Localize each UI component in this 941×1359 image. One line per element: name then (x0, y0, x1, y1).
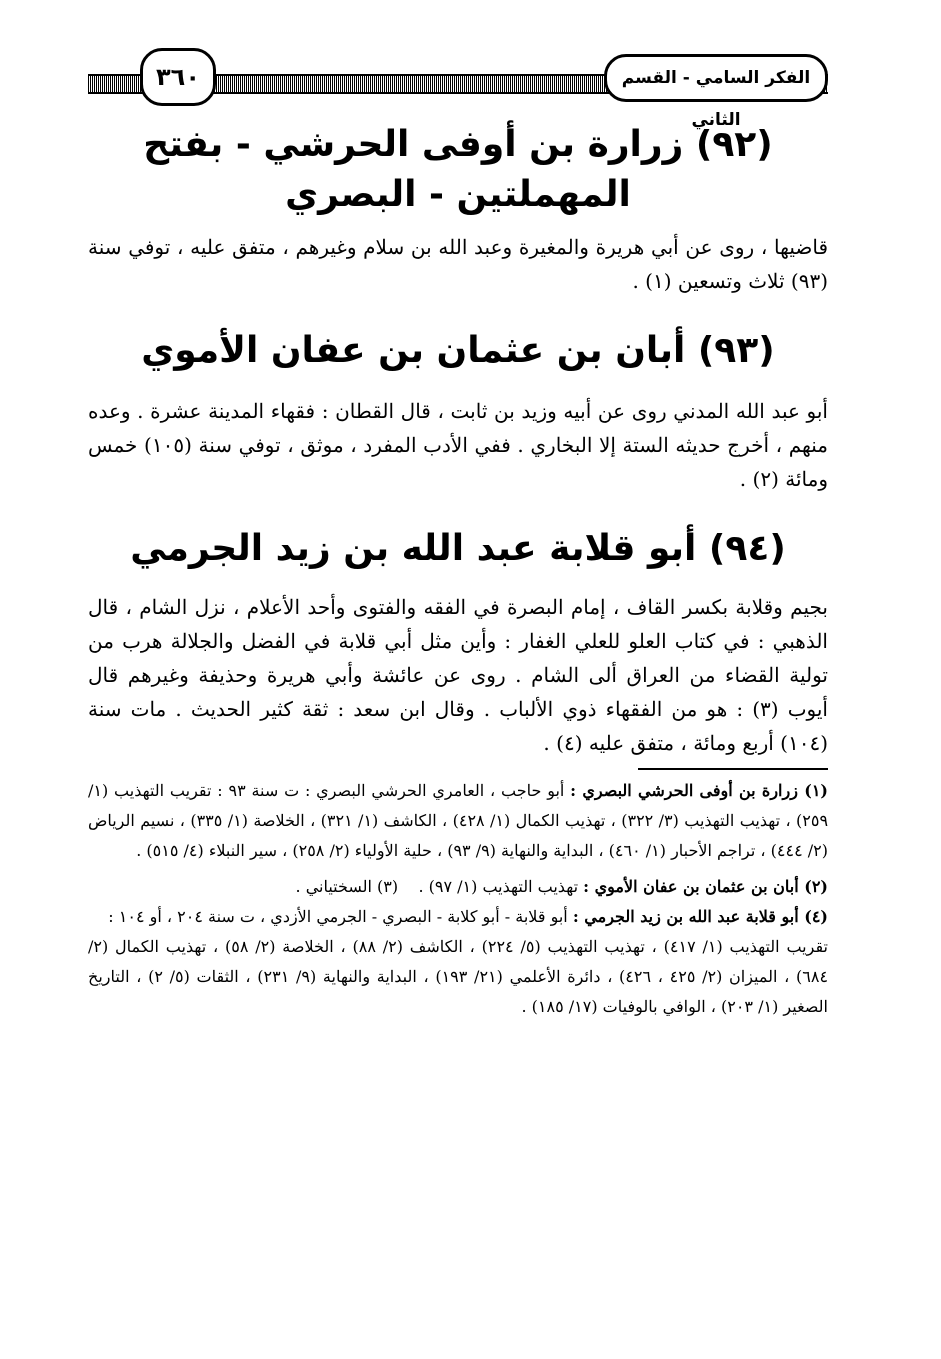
footnote-3-text: (٣) السختياني . (295, 877, 399, 896)
footnote-1-text: أبو حاجب ، العامري الحرشي البصري : ت سنة ٩٣ : تقريب التهذيب (١/ ٢٥٩) ، تهذيب التهذيب (٣/ ٣٢٢) ، تهذيب الكمال (١/ ٤٢٨) ، الكاشف (١/ ٣٢١) ، الخلاصة (١/ ٣٣٥) ، نسيم الرياض (٢/ ٤٤٤) ، تراجم الأحبار (١/ ٤٦٠) ، البداية والنهاية (٩/ ٩٣) ، حلية الأولياء (٢/ ٢٥٨) ، سير النبلاء (٤/ ٥١٥) . (88, 781, 829, 860)
page-number: ٣٦٠ (140, 48, 216, 106)
page-header (88, 40, 828, 130)
footnote-1 (88, 776, 828, 866)
entry-92-text: قاضيها ، روى عن أبي هريرة والمغيرة وعبد الله بن سلام وغيرهم ، متفق عليه ، توفي سنة (٩٣) ثلاث وتسعين (١) . (88, 235, 828, 293)
footnote-1-head: (١) زرارة بن أوفى الحرشي البصري : (570, 781, 828, 800)
footnote-4 (88, 902, 828, 932)
footnote-rule (638, 768, 828, 770)
book-title: الفكر السامي - القسم الثاني (604, 54, 828, 102)
page-body (88, 120, 828, 1022)
footnote-2-3 (88, 872, 828, 902)
entry-93-text: أبو عبد الله المدني روى عن أبيه وزيد بن ثابت ، قال القطان : فقهاء المدينة عشرة . وعده منهم ، أخرج حديثه الستة إلا البخاري . ففي الأدب المفرد ، موثق ، توفي سنة (١٠٥) خمس ومائة (٢) . (88, 399, 828, 491)
entry-94-text: بجيم وقلابة بكسر القاف ، إمام البصرة في الفقه والفتوى وأحد الأعلام ، نزل الشام ، قال الذهبي : في كتاب العلو للعلي الغفار : وأين مثل أبي قلابة في الفضل والجلالة هرب من تولية القضاء من العراق ألى الشام . روى عن عائشة وأبي هريرة وحذيفة وغيرهم قال أيوب (٣) : هو من الفقهاء ذوي الألباب . وقال ابن سعد : ثقة كثير الحديث . مات سنة (١٠٤) أربع ومائة ، متفق عليه (٤) . (88, 595, 828, 755)
footnote-4-refs: تقريب التهذيب (١/ ٤١٧) ، تهذيب التهذيب (٥/ ٢٢٤) ، الكاشف (٢/ ٨٨) ، الخلاصة (٢/ ٥٨) ، تهذيب الكمال (٢/ ٦٨٤) ، الميزان (٢/ ٤٢٥ ، ٤٢٦) ، دائرة الأعلمي (٢١/ ١٩٣) ، البداية والنهاية (٩/ ٢٣١) ، الثقات (٥/ ٢) ، التاريخ الصغير (١/ ٢٠٣) ، الوافي بالوفيات (١٧/ ١٨٥) . (88, 937, 829, 1016)
footnote-separator (88, 760, 828, 776)
entry-94-title: (٩٤) أبو قلابة عبد الله بن زيد الجرمي (130, 528, 786, 569)
entry-93-title: (٩٣) أبان بن عثمان بن عفان الأموي (141, 330, 775, 371)
footnote-4-text: أبو قلابة - أبو كلابة - البصري - الجرمي الأزدي ، ت سنة ٢٠٤ ، أو ١٠٤ : (108, 907, 568, 926)
footnote-4-head: (٤) أبو قلابة عبد الله بن زيد الجرمي : (572, 907, 828, 926)
footnote-2-text: تهذيب التهذيب (١/ ٩٧) . (418, 877, 579, 896)
entry-92-title: (٩٢) زرارة بن أوفى الحرشي - بفتح المهملتين - البصري (143, 124, 773, 215)
footnote-2-head: (٢) أبان بن عثمان بن عفان الأموي : (583, 877, 828, 896)
